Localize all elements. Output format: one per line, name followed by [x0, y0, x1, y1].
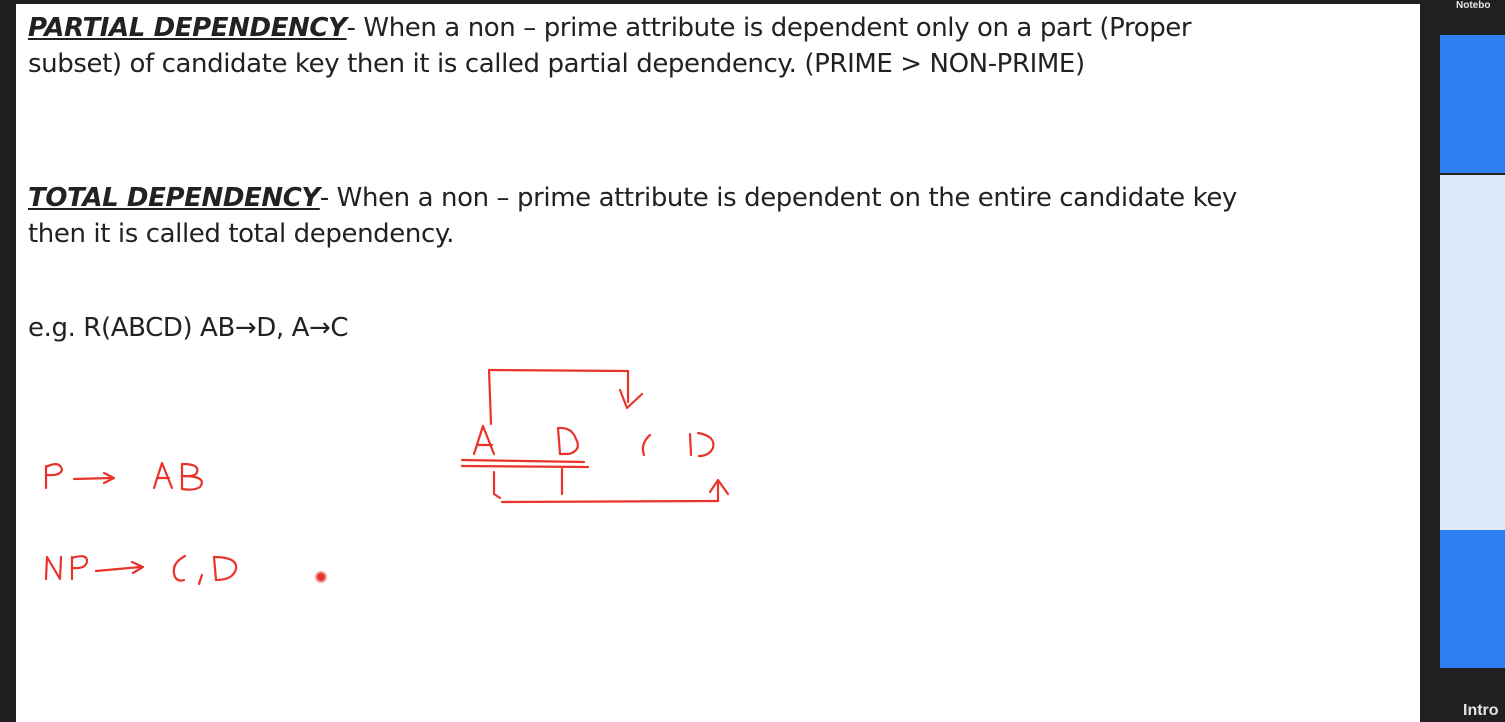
candidate-key-underline [462, 460, 588, 467]
nonprime-value-ink [174, 556, 236, 584]
prime-annotation [46, 463, 202, 490]
slide-page [16, 4, 1420, 722]
section-label[interactable]: Intro [1463, 702, 1499, 719]
prime-arrow-ink [74, 473, 114, 483]
nonprime-annotation [46, 556, 236, 584]
partial-definition-line2: subset) of candidate key then it is called partial dependency. (PRIME > NON-PRIME) [28, 49, 1085, 79]
nonprime-label-ink [46, 556, 87, 579]
a-to-c-bracket [494, 469, 728, 502]
nonprime-arrow-ink [96, 562, 143, 573]
pointer-dot [316, 572, 326, 582]
notebook-side-panel [1420, 0, 1505, 722]
prime-value-ink [154, 463, 202, 490]
attr-c-ink [643, 435, 650, 455]
attr-b-ink [558, 428, 578, 454]
relation-diagram [462, 370, 728, 502]
page-thumbnail-selected[interactable] [1440, 175, 1505, 530]
ab-to-d-bracket [489, 370, 642, 424]
handwritten-annotations [16, 4, 1420, 722]
attr-a-ink [474, 426, 494, 454]
example-line: e.g. R(ABCD) AB→D, A→C [28, 313, 349, 343]
total-dependency-term: TOTAL DEPENDENCY [28, 183, 320, 213]
total-definition-line1: When a non – prime attribute is dependent on the entire candidate key [328, 183, 1237, 213]
partial-dependency-term: PARTIAL DEPENDENCY [28, 13, 347, 43]
notebook-tab-label[interactable]: Notebo [1456, 0, 1491, 11]
total-dash: - [319, 183, 329, 213]
page-thumbnail[interactable] [1440, 530, 1505, 668]
attr-d-ink [690, 433, 713, 456]
prime-label-ink [46, 464, 62, 488]
page-thumbnail[interactable] [1440, 35, 1505, 173]
partial-definition-line1: When a non – prime attribute is dependent only on a part (Proper [355, 13, 1192, 43]
partial-dash: - [346, 13, 356, 43]
total-definition-line2: then it is called total dependency. [28, 219, 454, 249]
